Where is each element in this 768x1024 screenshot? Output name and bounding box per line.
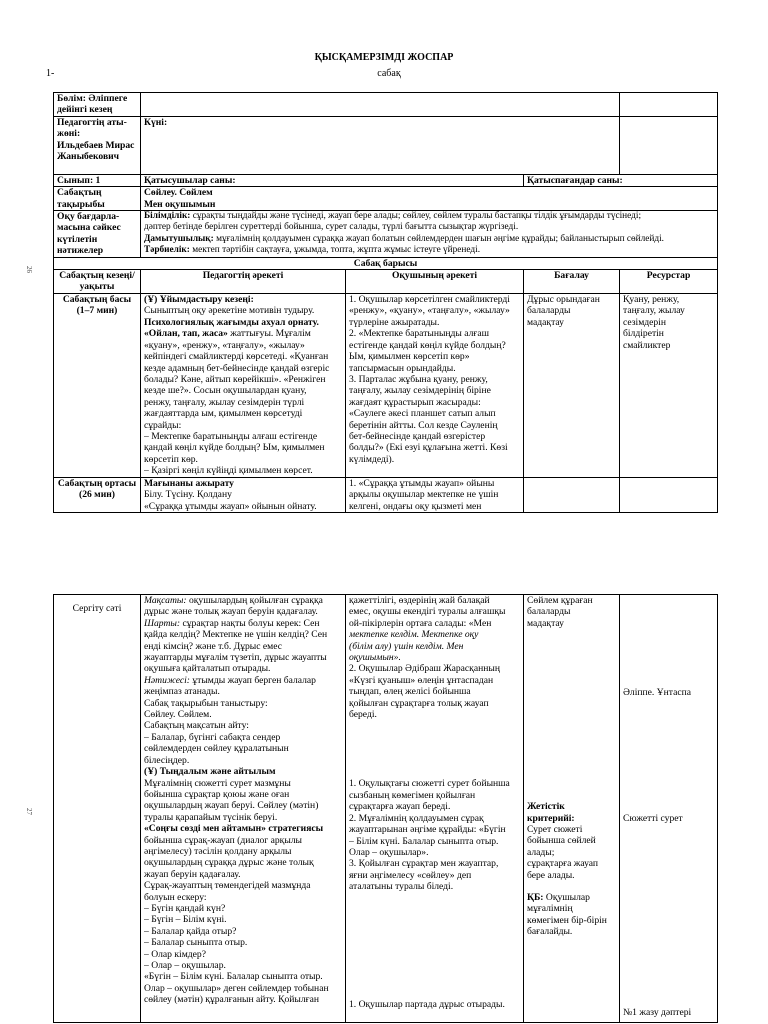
teacher-line: – Олар – оқушылар. [144,960,226,971]
teacher-line: (Ұ) Ұйымдастыру кезеңі: [144,294,254,306]
teacher-line: сұрайды: [144,419,182,431]
teacher-line: Сыныптың оқу әрекетіне мотивін тудыру. [144,305,315,317]
teacher-line: оқушыға қайталатып отырады. [144,663,271,675]
student-line: аталатыны туралы біледі. [349,881,454,893]
teacher-line: Психологиялық жағымды ахуал орнату. [144,316,319,328]
assessment-line: мадақтау [527,617,564,629]
goal-line [144,222,714,233]
student-line: қажеттілігі, өздерінің жай балақай [349,595,490,606]
stage-2-teacher [141,478,346,513]
kb-label: ҚБ: [527,892,544,904]
student-line: Ым, қимылмен көрсетіп көр» [349,351,470,363]
section-value [141,93,620,117]
assessment-line: мадақтау [527,316,564,328]
assessment-line: Дұрыс орындаған [527,294,600,306]
student-line: келгені, ондағы оқу қызметі мен [349,500,482,512]
columns-row [54,270,718,294]
teacher-line: оқушылардың жауап беруі. Сөйлеу (мәтін) [144,800,319,812]
lesson-header: Сабақ барысы [54,257,718,269]
teacher-line: Шарты: сұрақтар нақты болуы керек: Сен [144,617,320,629]
goal-text: дәптер бетінде берілген суреттерді бойынша, сурет салады, түрлі бағытта сызықтар жүргізеді. [144,222,519,233]
stage-1-resources [620,294,718,478]
student-line: болды?» (Екі езуі құлағына жетті. Көзі [349,442,508,454]
student-line: тыңдап, өлең желісі бойынша [349,686,471,698]
student-line: Олар – оқушылар». [349,846,429,858]
teacher-cell [54,116,141,174]
student-line: тапсырмасын орындайды. [349,362,456,374]
student-line: 3. Парталас жұбына қуану, ренжу, [349,373,488,385]
goals-label: Оқу бағдарла-масына сәйкес күтілетін нәтижелер [54,211,141,258]
student-line: бет-бейнесінде қандай өзгерістер [349,430,486,442]
teacher-line: Мұғалімнің сюжетті сурет мазмұны [144,777,291,789]
col-student: Оқушының әрекеті [346,270,524,294]
stage-2-student [346,478,524,513]
stage-1-row [54,294,718,478]
student-line: «Сәулеге әкесі планшет сатып алып [349,408,496,420]
teacher-line: бойынша сұрақ-жауап (диалог арқылы [144,834,303,846]
page2-student [346,595,524,1023]
teacher-line: әңгімелесу) тәсілін қолдану арқылы [144,845,292,857]
lesson-header-row [54,257,718,269]
resource-line: смайликтер [623,339,671,351]
page-title: ҚЫСҚАМЕРЗІМДІ ЖОСПАР [314,52,454,63]
teacher-line: жеңімпаз атанады. [144,686,220,698]
student-line: 1. Оқушылар партада дұрыс отырады. [349,998,505,1010]
page-number-left-2: 27 [25,808,33,815]
student-line: жауаптарынан әңгіме құрайды: «Бүгін [349,824,506,836]
criteria-title: Жетістік [527,801,565,813]
student-line: сұрақтарға жауап береді. [349,801,451,813]
teacher-line: Олар – оқушылар» деген сөйлемдер тобынан [144,982,329,994]
stage-2-row [54,478,718,513]
assessment-line: Сурет сюжеті [527,824,583,836]
teacher-line: қандай көңіл күйде болдың? Ым, қимылмен [144,442,325,454]
student-line: естігенде қандай көңіл күйде болдың? [349,339,506,351]
topic-label: Сабақтың тақырыбы [54,187,141,211]
text-line: «Ойлан, тап, жаса» жаттығуы. Мұғалім [144,328,311,340]
teacher-line: кезде ше?». Сосын оқушылардан қуану, [144,385,307,397]
assessment-line: алады; [527,846,555,858]
teacher-line: сөйлемдерден сөйлеу құралатынын [144,743,289,755]
stage-1-student [346,294,524,478]
stage-1-label: Сабақтың басы (1–7 мин) [54,294,141,478]
teacher-line: дұрыс және толық жауап беруін қадағалау. [144,606,318,618]
assessment-line [527,892,616,903]
assessment-line: бере алады. [527,869,575,881]
teacher-line: оқушылардың сұраққа дұрыс және толық [144,857,314,869]
teacher-line: (Ұ) Тыңдалым және айтылым [144,766,276,778]
goal-key: Тәрбиелік: [144,245,190,256]
teacher-line: – Бүгін қандай күн? [144,902,226,914]
student-line: ой-пікірлерін ортаға салады: «Мен [349,617,492,629]
page2-resources [620,595,718,1023]
student-line: береді. [349,709,377,721]
student-line: сызбаның көмегімен қойылған [349,789,476,801]
line-key: Нәтижесі: [144,674,190,686]
student-line: (білім алу) үшін келдім. Мен [349,640,464,652]
student-line: қойылған сұрақтарға толық жауап [349,697,489,709]
col-resources: Ресурстар [620,270,718,294]
resource-line: №1 жазу дәптері [623,1007,692,1018]
teacher-line: жауаптарды мұғалім түзетіп, дұрыс жауапты [144,652,327,664]
teacher-line: – Балалар сыныпта отыр. [144,937,248,949]
student-line: «ренжу», «қуану», «таңғалу», «жылау» [349,305,510,317]
teacher-line: кейпіндегі смайликтерді көрсетеді. «Қуанған [144,351,329,363]
teacher-line: болуын ескеру: [144,891,207,903]
assessment-line: мұғалімнің [527,903,573,915]
teacher-line: «Сұраққа ұтымды жауап» ойынын ойнату. [144,500,317,512]
assessment-line: сұрақтарға жауап [527,858,599,870]
teacher-line: жауап беруін қадағалау. [144,868,241,880]
lesson-word: сабақ [377,68,401,79]
class-label: Сынып: 1 [54,174,141,186]
stage-1-assessment [524,294,620,478]
student-line: «Күзгі қуаныш» өлеңін ұнтаспадан [349,674,494,686]
resource-line: Қуану, ренжу, [623,294,680,306]
teacher-line: Сөйлеу. Сөйлем. [144,709,212,721]
student-line: – Білім күні. Балалар сыныпта отыр. [349,835,499,847]
student-line: жағдаят құрастырып жасырады: [349,396,481,408]
teacher-line: Нәтижесі: ұтымды жауап берген балалар [144,674,316,686]
teacher-line: болады? Кәне, айтып көрейікші». «Ренжіген [144,373,326,385]
kb-text: Оқушылар [543,892,590,904]
student-line: беретінін айтты. Сол кезде Сәуленің [349,419,498,431]
teacher-line: туралы қарапайым түсінік беруі. [144,811,278,823]
teacher-line: – Бүгін – Білім күні. [144,914,227,926]
student-line: 1. «Сұраққа ұтымды жауап» ойыны [349,478,495,490]
student-line: 2. «Мектепке баратыныңды алғаш [349,328,489,340]
goals-cell [141,211,718,258]
topic-value [141,187,718,211]
plan-table-page1 [53,92,718,513]
student-line: 2. Мұғалімнің қолдауымен сұрақ [349,812,484,824]
goal-text: сұрақты тыңдайды және түсінеді, жауап бере алады; сөйлеу, сөйлем туралы бастапқы тілдік ұғымдарды түсінеді; [190,211,642,222]
date-label: Күні: [141,116,620,174]
teacher-name: Ильдебаев Мирас Жаныбекович [57,139,135,163]
criteria-title: критерийі: [527,812,575,824]
section-label: Бөлім: Әліппеге дейінгі кезең [54,93,141,117]
break-row [54,595,718,1023]
teacher-line: бойынша сұрақтар қоюы және оған [144,788,290,800]
goal-text: мектеп тәртібін сақтауға, ұжымда, топта, жұпта жұмыс істеуге үйренеді. [189,245,481,256]
topic-row [54,187,718,211]
teacher-line: – Олар кімдер? [144,948,206,960]
plan-table-page2 [53,594,718,1023]
participants-label: Қатысушылар саны: [141,174,524,186]
lesson-number: 1- [46,68,55,79]
goal-line [144,245,714,256]
teacher-line: – Мектепке баратыныңды алғаш естігенде [144,430,318,442]
teacher-line: «Бүгін – Білім күні. Балалар сыныпта отыр. [144,971,323,983]
student-line: емес, оқушы екендігі туралы алғашқы [349,606,506,618]
resource-line: Сюжетті сурет [623,813,683,824]
assessment-line: бағалайды. [527,926,573,938]
line-key: Мақсаты: [144,595,187,606]
teacher-extra [620,116,718,174]
goal-key: Дамытушылық: [144,233,214,244]
absent-label: Қатыспағандар саны: [524,174,718,186]
assessment-line: бойынша сөйлей [527,835,596,847]
resource-line: таңғалу, жылау [623,305,685,317]
break-stage-label: Сергіту сәті [54,595,141,1023]
stage-2-resources [620,478,718,513]
teacher-line: – Қазіргі көңіл күйіңді қимылмен көрсет. [144,465,313,477]
teacher-line: көрсетіп көр. [144,453,198,465]
student-line: яғни әңгімелесу «сөйлеу» деп [349,869,472,881]
teacher-line: Сабақтың мақсатын айту: [144,720,249,732]
goal-text: мұғалімнің қолдауымен сұраққа жауап болатын сөйлемдерден шағын әңгіме құрайды; байланыстырып сөйлейді. [213,233,664,244]
class-row [54,174,718,186]
student-line: оқушымын». [349,652,401,664]
line-key: Шарты: [144,617,181,629]
goal-key: Білімділік: [144,211,191,222]
teacher-line: Мағынаны ажырату [144,478,234,490]
student-line: 3. Қойылған сұрақтар мен жауаптар, [349,858,499,870]
teacher-line: «қуану», «ренжу», «таңғалу», «жылау» [144,339,305,351]
col-teacher: Педагогтің әрекеті [141,270,346,294]
teacher-line: Мақсаты: оқушылардың қойылған сұраққа [144,595,323,606]
teacher-line: енді кімсің? және т.б. Дұрыс емес [144,640,282,652]
page-number-left-1: 26 [25,266,33,273]
topic-line-2: Мен оқушымын [144,198,216,210]
student-line: 2. Оқушылар Әдібраш Жарасқанның [349,663,500,675]
teacher-row [54,116,718,174]
assessment-line: көмегімен бір-бірін [527,914,607,926]
teacher-line: білесіңдер. [144,754,190,766]
stage-1-teacher [141,294,346,478]
teacher-line: сөйлеу (мәтін) құралғанын айту. Қойылған [144,994,319,1006]
teacher-line: Сабақ тақырыбын таныстыру: [144,697,268,709]
student-line: күлімдеді). [349,453,395,465]
student-line: 1. Оқулықтағы сюжетті сурет бойынша [349,778,510,790]
assessment-line: Сөйлем құраған [527,595,593,606]
teacher-line: Білу. Түсіну. Қолдану [144,489,232,501]
page2-teacher [141,595,346,1023]
topic-line-1: Сөйлеу. Сөйлем [144,187,213,199]
section-row [54,93,718,117]
teacher-line: – Балалар қайда отыр? [144,925,237,937]
teacher-line: жағдаяттарда ым, қимылмен көрсетуді [144,408,303,420]
student-line: 1. Оқушылар көрсетілген смайликтерді [349,294,510,306]
resource-line: Әліппе. Ұнтаспа [623,687,691,698]
exercise-name: «Ойлан, тап, жаса» [144,328,228,340]
assessment-line: балаларды [527,606,571,618]
student-line: арқылы оқушылар мектепке не үшін [349,489,499,501]
teacher-line: Сұрақ-жауаптың төмендегідей мазмұнда [144,880,311,892]
resource-line: сезімдерін [623,316,667,328]
student-line: түрлеріне ажыратады. [349,316,440,328]
goal-line [144,211,714,222]
goal-line [144,234,714,245]
teacher-line: ренжу, таңғалу, жылау сезімдерін түрлі [144,396,305,408]
teacher-line: – Балалар, бүгінгі сабақта сендер [144,731,281,743]
teacher-line: кезде адамның бет-бейнесінде қандай өзгеріс [144,362,330,374]
assessment-line: балаларды [527,305,571,317]
goals-row [54,211,718,258]
stage-2-assessment [524,478,620,513]
col-assessment: Бағалау [524,270,620,294]
teacher-line: «Соңғы сөзді мен айтамын» стратегиясы [144,823,324,835]
resource-line: білдіретін [623,328,664,340]
teacher-label: Педагогтің аты-жөні: [57,116,127,140]
page2-assessment [524,595,620,1023]
teacher-line: қайда келдің? Мектепке не үшін келдің? Сен [144,629,328,641]
col-stage: Сабақтың кезеңі/уақыты [54,270,141,294]
student-line: таңғалу, жылау сезімдерінің біріне [349,385,491,397]
stage-2-label: Сабақтың ортасы (26 мин) [54,478,141,513]
student-line: мектепке келдім. Мектепке оқу [349,629,479,641]
section-extra [620,93,718,117]
